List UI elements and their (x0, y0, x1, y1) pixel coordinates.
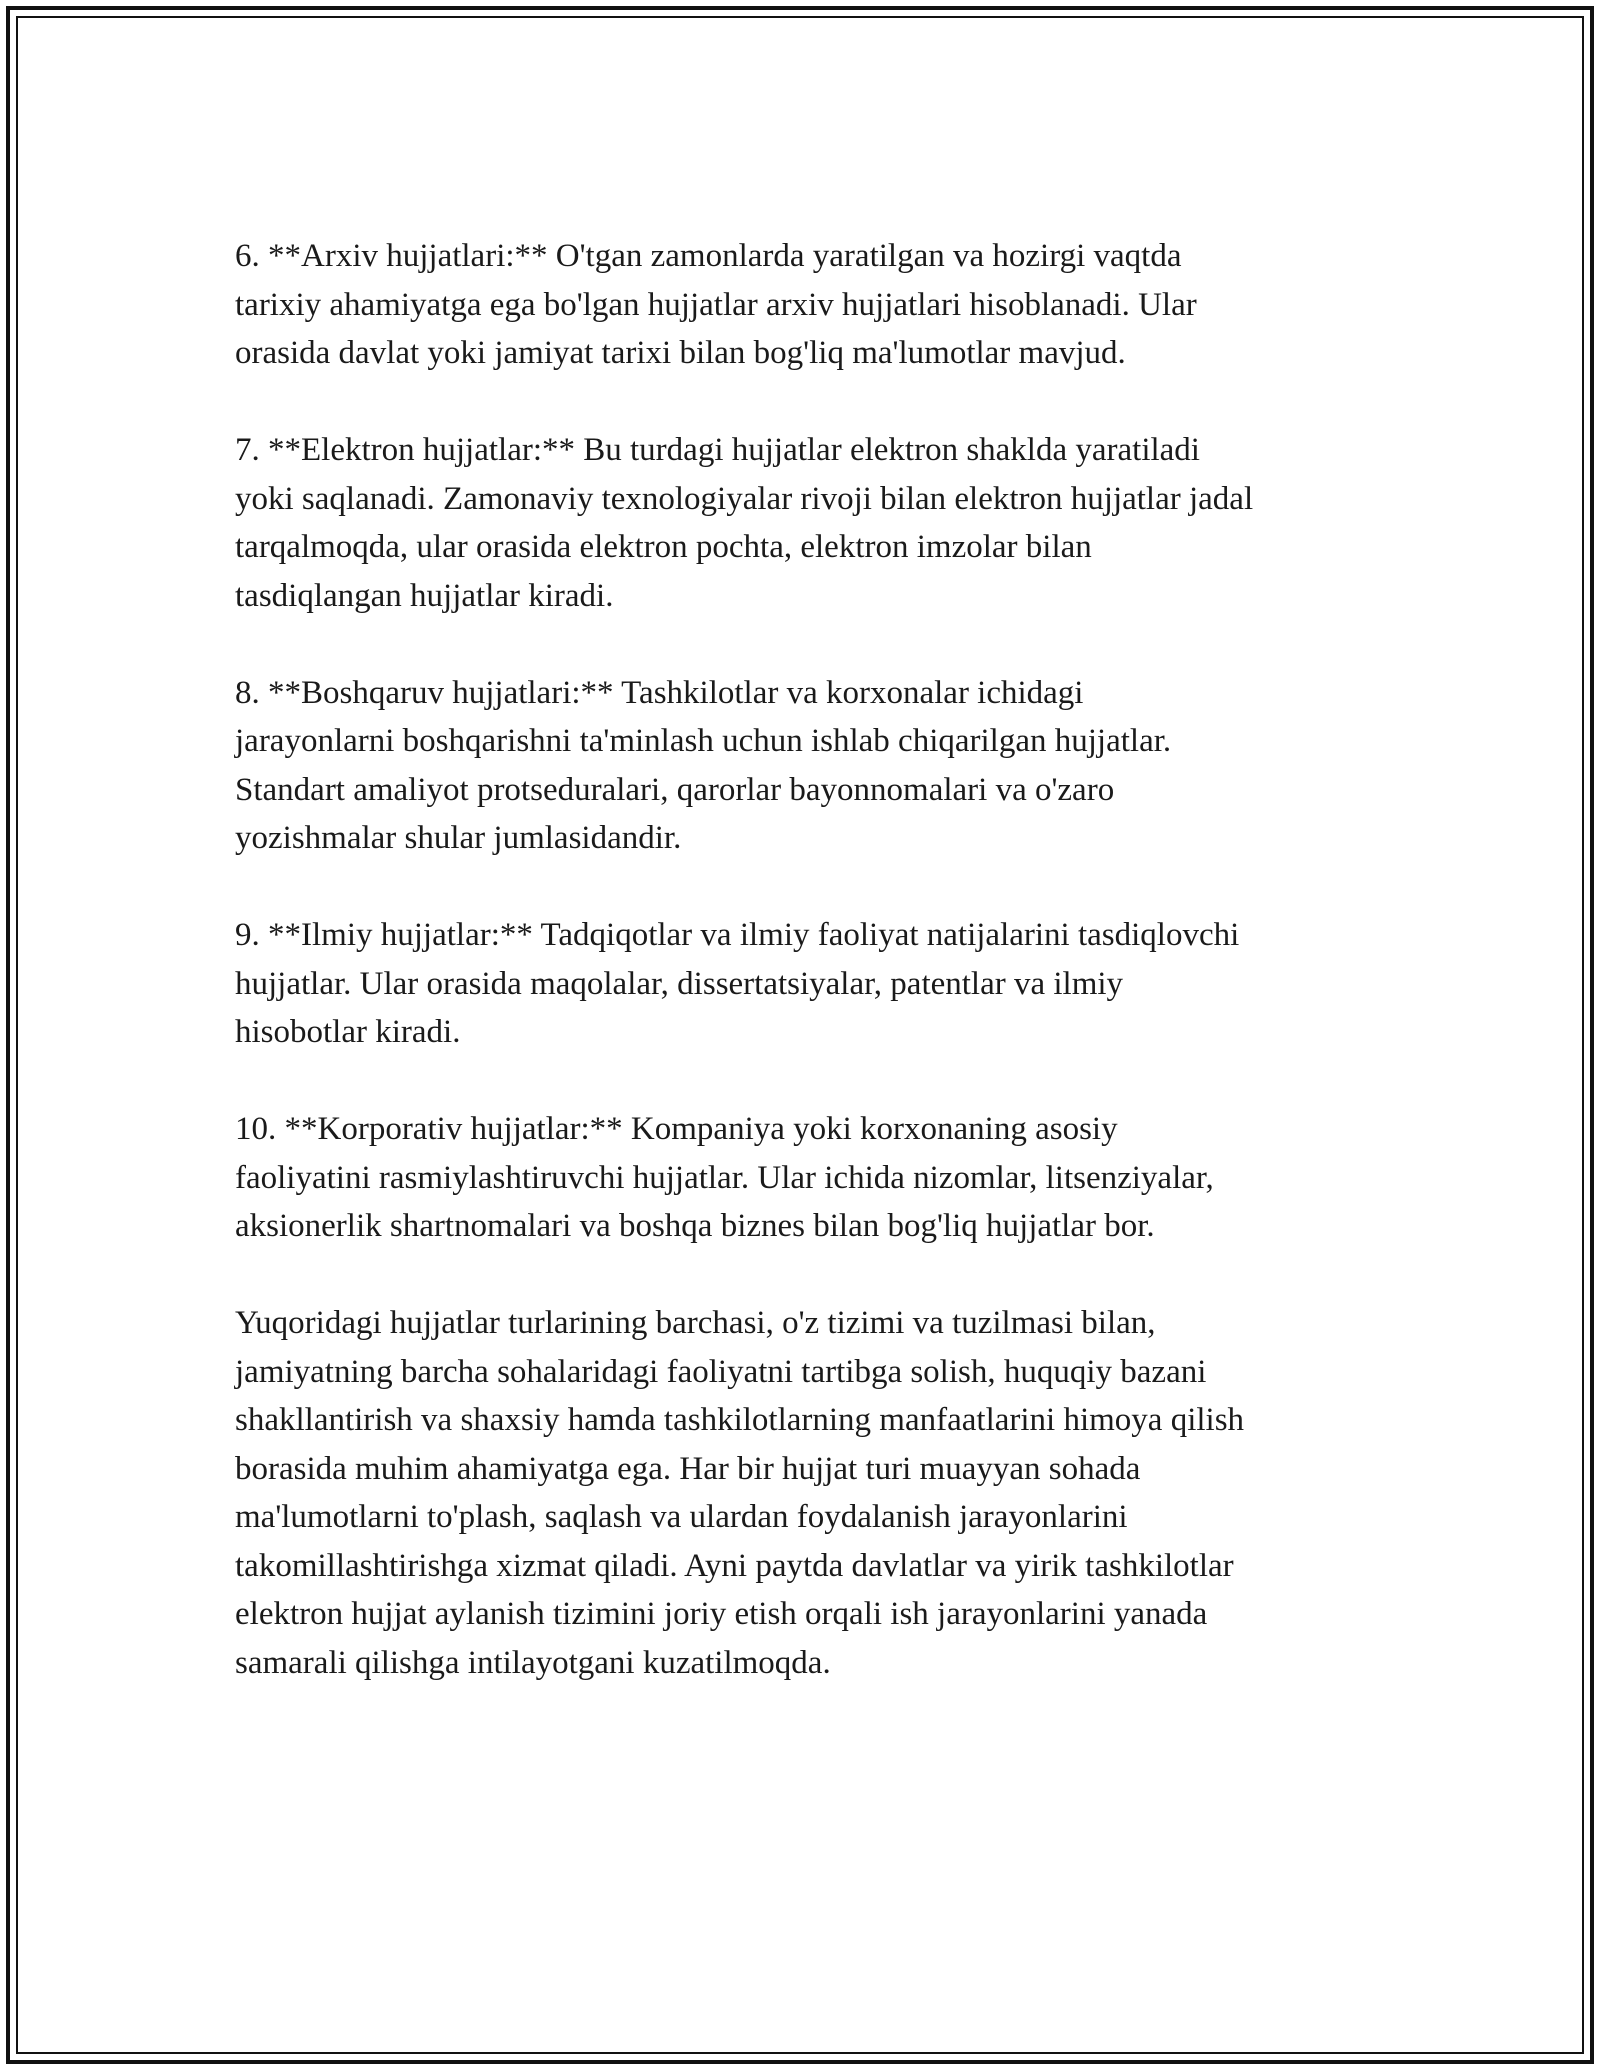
document-body (235, 232, 1395, 1687)
text-line: tasdiqlangan hujjatlar kiradi. (235, 577, 614, 614)
text-line: jarayonlarni boshqarishni ta'minlash uchun ishlab chiqarilgan hujjatlar. (235, 723, 1172, 759)
text-line: shakllantirish va shaxsiy hamda tashkilotlarning manfaatlarini himoya qilish (235, 1402, 1245, 1438)
text-line: hujjatlar. Ular orasida maqolalar, dissertatsiyalar, patentlar va ilmiy (235, 965, 1124, 1002)
text-line: 6. **Arxiv hujjatlari:** O'tgan zamonlarda yaratilgan va hozirgi vaqtda (235, 238, 1182, 274)
text-line: samarali qilishga intilayotgani kuzatilmoqda. (235, 1644, 831, 1681)
text-line: tarqalmoqda, ular orasida elektron pochta, elektron imzolar bilan (235, 529, 1092, 565)
paragraph-elektron-hujjatlar (235, 426, 1395, 620)
text-line: elektron hujjat aylanish tizimini joriy etish orqali ish jarayonlarini yanada (235, 1596, 1208, 1632)
text-line: Yuqoridagi hujjatlar turlarining barchasi, o'z tizimi va tuzilmasi bilan, (235, 1305, 1156, 1341)
text-line: yoki saqlanadi. Zamonaviy texnologiyalar rivoji bilan elektron hujjatlar jadal (235, 480, 1254, 517)
text-line: 8. **Boshqaruv hujjatlari:** Tashkilotlar va korxonalar ichidagi (235, 674, 1084, 711)
text-line: yozishmalar shular jumlasidandir. (235, 820, 682, 856)
text-line: tarixiy ahamiyatga ega bo'lgan hujjatlar arxiv hujjatlari hisoblanadi. Ular (235, 286, 1197, 323)
text-line: hisobotlar kiradi. (235, 1014, 461, 1050)
paragraph-conclusion (235, 1299, 1395, 1687)
text-line: ma'lumotlarni to'plash, saqlash va ulardan foydalanish jarayonlarini (235, 1499, 1128, 1535)
paragraph-korporativ-hujjatlar (235, 1105, 1395, 1251)
text-line: 10. **Korporativ hujjatlar:** Kompaniya yoki korxonaning asosiy (235, 1111, 1118, 1147)
text-line: orasida davlat yoki jamiyat tarixi bilan bog'liq ma'lumotlar mavjud. (235, 335, 1126, 371)
text-line: faoliyatini rasmiylashtiruvchi hujjatlar. Ular ichida nizomlar, litsenziyalar, (235, 1159, 1214, 1196)
paragraph-arxiv-hujjatlari (235, 232, 1395, 378)
text-line: 9. **Ilmiy hujjatlar:** Tadqiqotlar va ilmiy faoliyat natijalarini tasdiqlovchi (235, 917, 1240, 953)
paragraph-ilmiy-hujjatlar (235, 911, 1395, 1057)
text-line: jamiyatning barcha sohalaridagi faoliyatni tartibga solish, huquqiy bazani (235, 1353, 1207, 1390)
text-line: 7. **Elektron hujjatlar:** Bu turdagi hujjatlar elektron shaklda yaratiladi (235, 432, 1200, 468)
text-line: aksionerlik shartnomalari va boshqa biznes bilan bog'liq hujjatlar bor. (235, 1208, 1155, 1244)
text-line: Standart amaliyot protseduralari, qarorlar bayonnomalari va o'zaro (235, 771, 1115, 808)
text-line: borasida muhim ahamiyatga ega. Har bir hujjat turi muayyan sohada (235, 1450, 1141, 1487)
paragraph-boshqaruv-hujjatlari (235, 669, 1395, 863)
text-line: takomillashtirishga xizmat qiladi. Ayni paytda davlatlar va yirik tashkilotlar (235, 1547, 1234, 1584)
